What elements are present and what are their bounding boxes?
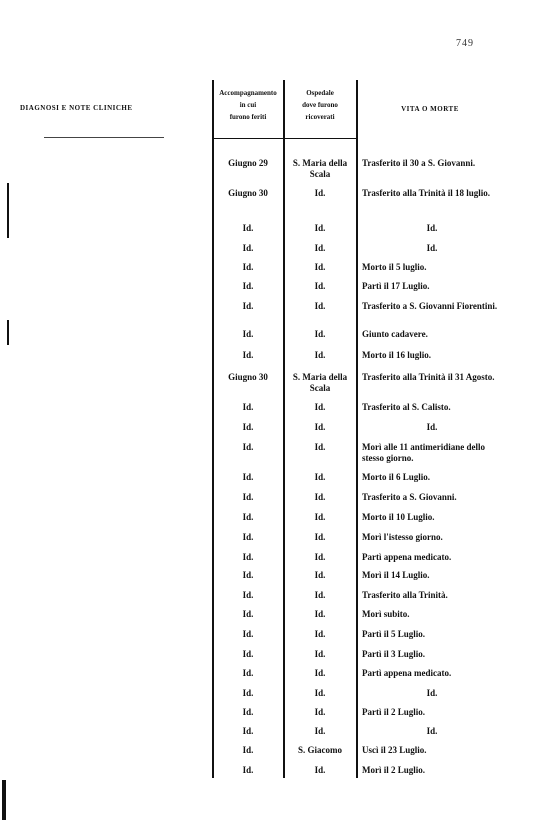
outcome-cell: Trasferito alla Trinità. — [362, 590, 448, 600]
hospital-cell: Id. — [314, 262, 326, 272]
outcome-cell: Trasferito alla Trinità il 31 Agosto. — [362, 372, 495, 382]
hospital-cell: Id. — [314, 512, 326, 522]
outcome-cell: Id. — [426, 726, 438, 736]
hospital-cell: Id. — [314, 243, 326, 253]
header-date-line-3: furono feriti — [229, 112, 267, 121]
outcome-cell: Trasferito a S. Giovanni. — [362, 492, 457, 502]
outcome-cell: Morì l'istesso giorno. — [362, 532, 443, 542]
date-cell: Id. — [242, 442, 254, 452]
date-cell: Id. — [242, 745, 254, 755]
date-cell: Giugno 29 — [228, 158, 268, 168]
outcome-cell: Id. — [426, 688, 438, 698]
hospital-cell: Id. — [314, 649, 326, 659]
date-cell: Id. — [242, 329, 254, 339]
outcome-cell: Partì appena medicato. — [362, 668, 452, 678]
outcome-cell: Morto il 5 luglio. — [362, 262, 427, 272]
header-date-line-1: Accompagnamento — [219, 89, 277, 97]
date-cell: Id. — [242, 532, 254, 542]
hospital-cell: Id. — [314, 629, 326, 639]
date-cell: Giugno 30 — [228, 372, 268, 382]
hospital-cell: S. Maria della Scala — [292, 372, 348, 393]
hospital-cell: Id. — [314, 726, 326, 736]
date-cell: Id. — [242, 726, 254, 736]
date-cell: Id. — [242, 301, 254, 311]
hospital-cell: Id. — [314, 552, 326, 562]
outcome-cell: Trasferito a S. Giovanni Fiorentini. — [362, 301, 498, 311]
outcome-cell: Trasferito il 30 a S. Giovanni. — [362, 158, 476, 168]
outcome-cell: Partì appena medicato. — [362, 552, 452, 562]
date-cell: Id. — [242, 552, 254, 562]
margin-mark — [2, 780, 6, 820]
outcome-cell: Morto il 10 Luglio. — [362, 512, 435, 522]
header-date-line-2: in cui — [239, 100, 257, 109]
date-cell: Id. — [242, 765, 254, 775]
hospital-cell: Id. — [314, 472, 326, 482]
header-outcome: VITA O MORTE — [401, 105, 459, 113]
date-cell: Giugno 30 — [228, 188, 268, 198]
left-column-rule — [44, 137, 164, 138]
hospital-cell: Id. — [314, 188, 326, 198]
outcome-cell: Id. — [426, 243, 438, 253]
hospital-cell: S. Giacomo — [298, 745, 342, 755]
hospital-cell: Id. — [314, 688, 326, 698]
hospital-cell: Id. — [314, 329, 326, 339]
outcome-cell: Trasferito alla Trinità il 18 luglio. — [362, 188, 490, 198]
header-rule — [212, 138, 358, 139]
date-cell: Id. — [242, 512, 254, 522]
margin-mark — [7, 320, 9, 345]
hospital-cell: Id. — [314, 492, 326, 502]
outcome-cell: Trasferito al S. Calisto. — [362, 402, 451, 412]
date-cell: Id. — [242, 350, 254, 360]
outcome-cell: Id. — [426, 422, 438, 432]
outcome-cell: Id. — [426, 223, 438, 233]
header-hospital-line-3: ricoverati — [305, 112, 335, 121]
outcome-cell: Uscì il 23 Luglio. — [362, 745, 427, 755]
header-hospital-line-1: Ospedale — [306, 89, 334, 97]
date-cell: Id. — [242, 688, 254, 698]
hospital-cell: Id. — [314, 609, 326, 619]
hospital-cell: Id. — [314, 442, 326, 452]
hospital-cell: Id. — [314, 668, 326, 678]
date-cell: Id. — [242, 668, 254, 678]
date-cell: Id. — [242, 402, 254, 412]
hospital-cell: Id. — [314, 301, 326, 311]
hospital-cell: Id. — [314, 422, 326, 432]
hospital-cell: Id. — [314, 570, 326, 580]
outcome-cell: Morto il 6 Luglio. — [362, 472, 430, 482]
hospital-cell: Id. — [314, 223, 326, 233]
hospital-cell: Id. — [314, 281, 326, 291]
date-cell: Id. — [242, 590, 254, 600]
outcome-cell: Partì il 5 Luglio. — [362, 629, 425, 639]
date-cell: Id. — [242, 262, 254, 272]
outcome-cell: Partì il 3 Luglio. — [362, 649, 425, 659]
page-number: 749 — [456, 38, 474, 49]
hospital-cell: Id. — [314, 532, 326, 542]
outcome-cell: Morì il 2 Luglio. — [362, 765, 425, 775]
outcome-cell: Morto il 16 luglio. — [362, 350, 431, 360]
outcome-cell: Partì il 17 Luglio. — [362, 281, 430, 291]
date-cell: Id. — [242, 492, 254, 502]
left-column-header: DIAGNOSI E NOTE CLINICHE — [20, 104, 133, 112]
date-cell: Id. — [242, 629, 254, 639]
date-cell: Id. — [242, 422, 254, 432]
date-cell: Id. — [242, 609, 254, 619]
header-date — [214, 88, 282, 124]
date-cell: Id. — [242, 472, 254, 482]
outcome-cell: Morì il 14 Luglio. — [362, 570, 430, 580]
hospital-cell: Id. — [314, 590, 326, 600]
date-cell: Id. — [242, 707, 254, 717]
hospital-cell: Id. — [314, 350, 326, 360]
hospital-cell: Id. — [314, 402, 326, 412]
column-divider — [356, 80, 358, 778]
date-cell: Id. — [242, 223, 254, 233]
header-hospital — [285, 88, 355, 124]
date-cell: Id. — [242, 570, 254, 580]
header-hospital-line-2: dove furono — [302, 100, 338, 109]
date-cell: Id. — [242, 281, 254, 291]
date-cell: Id. — [242, 649, 254, 659]
hospital-cell: Id. — [314, 707, 326, 717]
outcome-cell: Giunto cadavere. — [362, 329, 428, 339]
hospital-cell: S. Maria della Scala — [292, 158, 348, 179]
outcome-cell: Partì il 2 Luglio. — [362, 707, 425, 717]
margin-mark — [7, 183, 9, 238]
outcome-cell: Morì subito. — [362, 609, 410, 619]
date-cell: Id. — [242, 243, 254, 253]
hospital-cell: Id. — [314, 765, 326, 775]
outcome-cell: Morì alle 11 antimeridiane dello stesso giorno. — [362, 442, 485, 463]
